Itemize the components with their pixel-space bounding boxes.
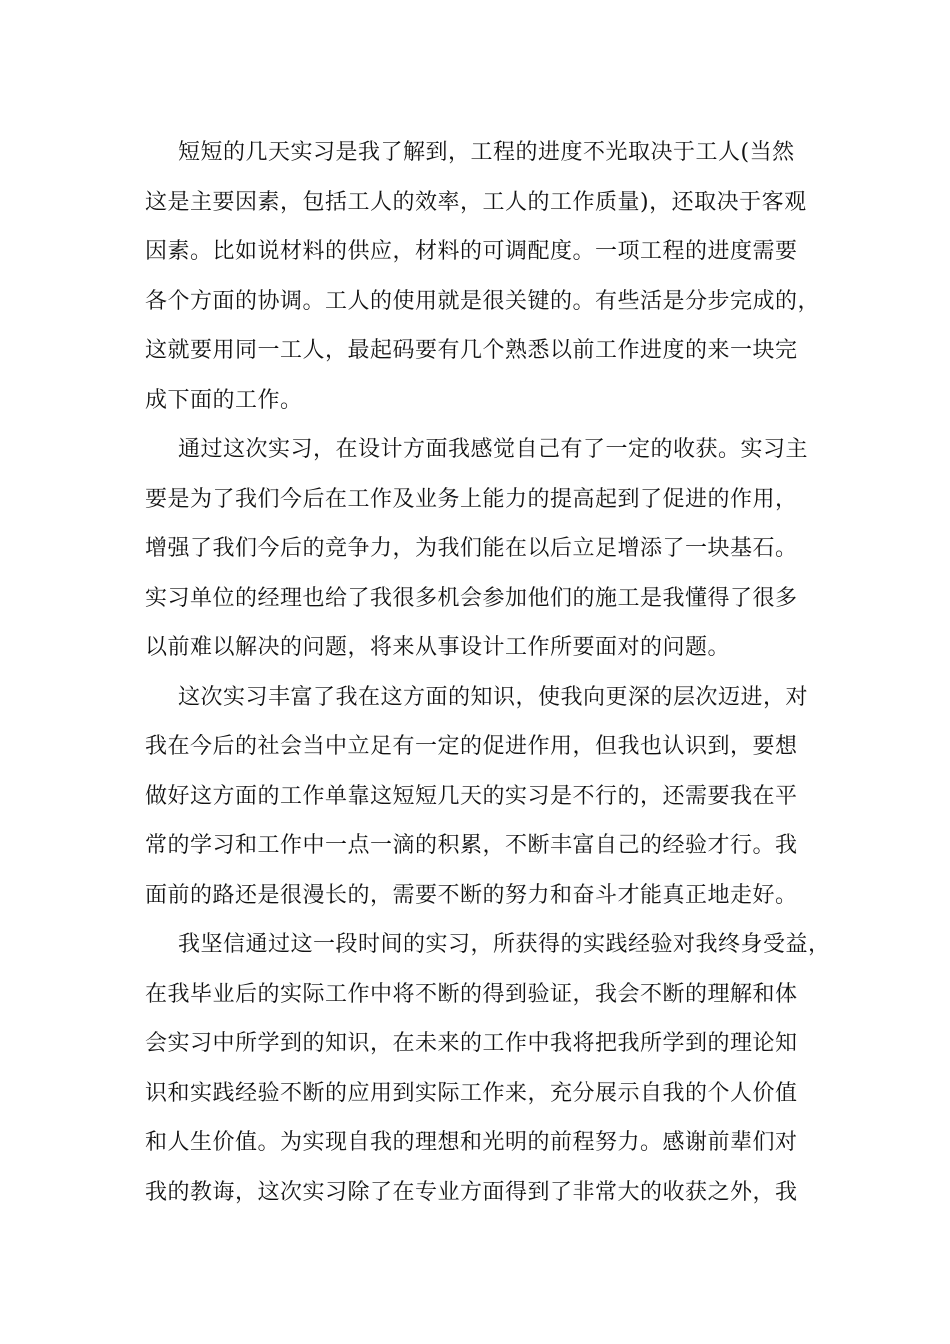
document-body: [145, 128, 845, 1217]
paragraph-line: 在我毕业后的实际工作中将不断的得到验证，我会不断的理解和体: [145, 981, 798, 1007]
paragraph-2: [145, 425, 845, 673]
paragraph-line: 我的教诲，这次实习除了在专业方面得到了非常大的收获之外，我: [145, 1179, 798, 1205]
paragraph-line: 这次实习丰富了我在这方面的知识，使我向更深的层次迈进，对: [178, 684, 809, 710]
paragraph-1: [145, 128, 845, 425]
paragraph-line: 和人生价值。为实现自我的理想和光明的前程努力。感谢前辈们对: [145, 1130, 798, 1155]
paragraph-line: 实习单位的经理也给了我很多机会参加他们的施工是我懂得了很多: [145, 585, 798, 611]
paragraph-line: 成下面的工作。: [145, 387, 303, 413]
paragraph-line: 短短的几天实习是我了解到，工程的进度不光取决于工人(当然: [178, 140, 795, 165]
paragraph-line: 因素。比如说材料的供应，材料的可调配度。一项工程的进度需要: [145, 239, 798, 264]
paragraph-line: 各个方面的协调。工人的使用就是很关键的。有些活是分步完成的，: [145, 288, 821, 314]
paragraph-line: 会实习中所学到的知识，在未来的工作中我将把我所学到的理论知: [145, 1031, 798, 1056]
paragraph-line: 要是为了我们今后在工作及业务上能力的提高起到了促进的作用，: [145, 486, 798, 512]
paragraph-3: [145, 673, 845, 921]
paragraph-line: 这是主要因素，包括工人的效率，工人的工作质量)，还取决于客观: [145, 189, 807, 215]
paragraph-line: 通过这次实习，在设计方面我感觉自己有了一定的收获。实习主: [178, 437, 809, 462]
paragraph-line: 我坚信通过这一段时间的实习，所获得的实践经验对我终身受益，: [178, 932, 831, 957]
paragraph-line: 做好这方面的工作单靠这短短几天的实习是不行的，还需要我在平: [145, 783, 798, 809]
paragraph-line: 常的学习和工作中一点一滴的积累，不断丰富自己的经验才行。我: [145, 833, 798, 858]
paragraph-line: 增强了我们今后的竞争力，为我们能在以后立足增添了一块基石。: [145, 536, 798, 561]
paragraph-line: 以前难以解决的问题，将来从事设计工作所要面对的问题。: [145, 635, 731, 660]
paragraph-line: 这就要用同一工人，最起码要有几个熟悉以前工作进度的来一块完: [145, 338, 798, 363]
paragraph-4: [145, 920, 845, 1217]
paragraph-line: 我在今后的社会当中立足有一定的促进作用，但我也认识到，要想: [145, 734, 798, 759]
paragraph-line: 识和实践经验不断的应用到实际工作来，充分展示自我的个人价值: [145, 1080, 798, 1106]
paragraph-line: 面前的路还是很漫长的，需要不断的努力和奋斗才能真正地走好。: [145, 882, 798, 908]
